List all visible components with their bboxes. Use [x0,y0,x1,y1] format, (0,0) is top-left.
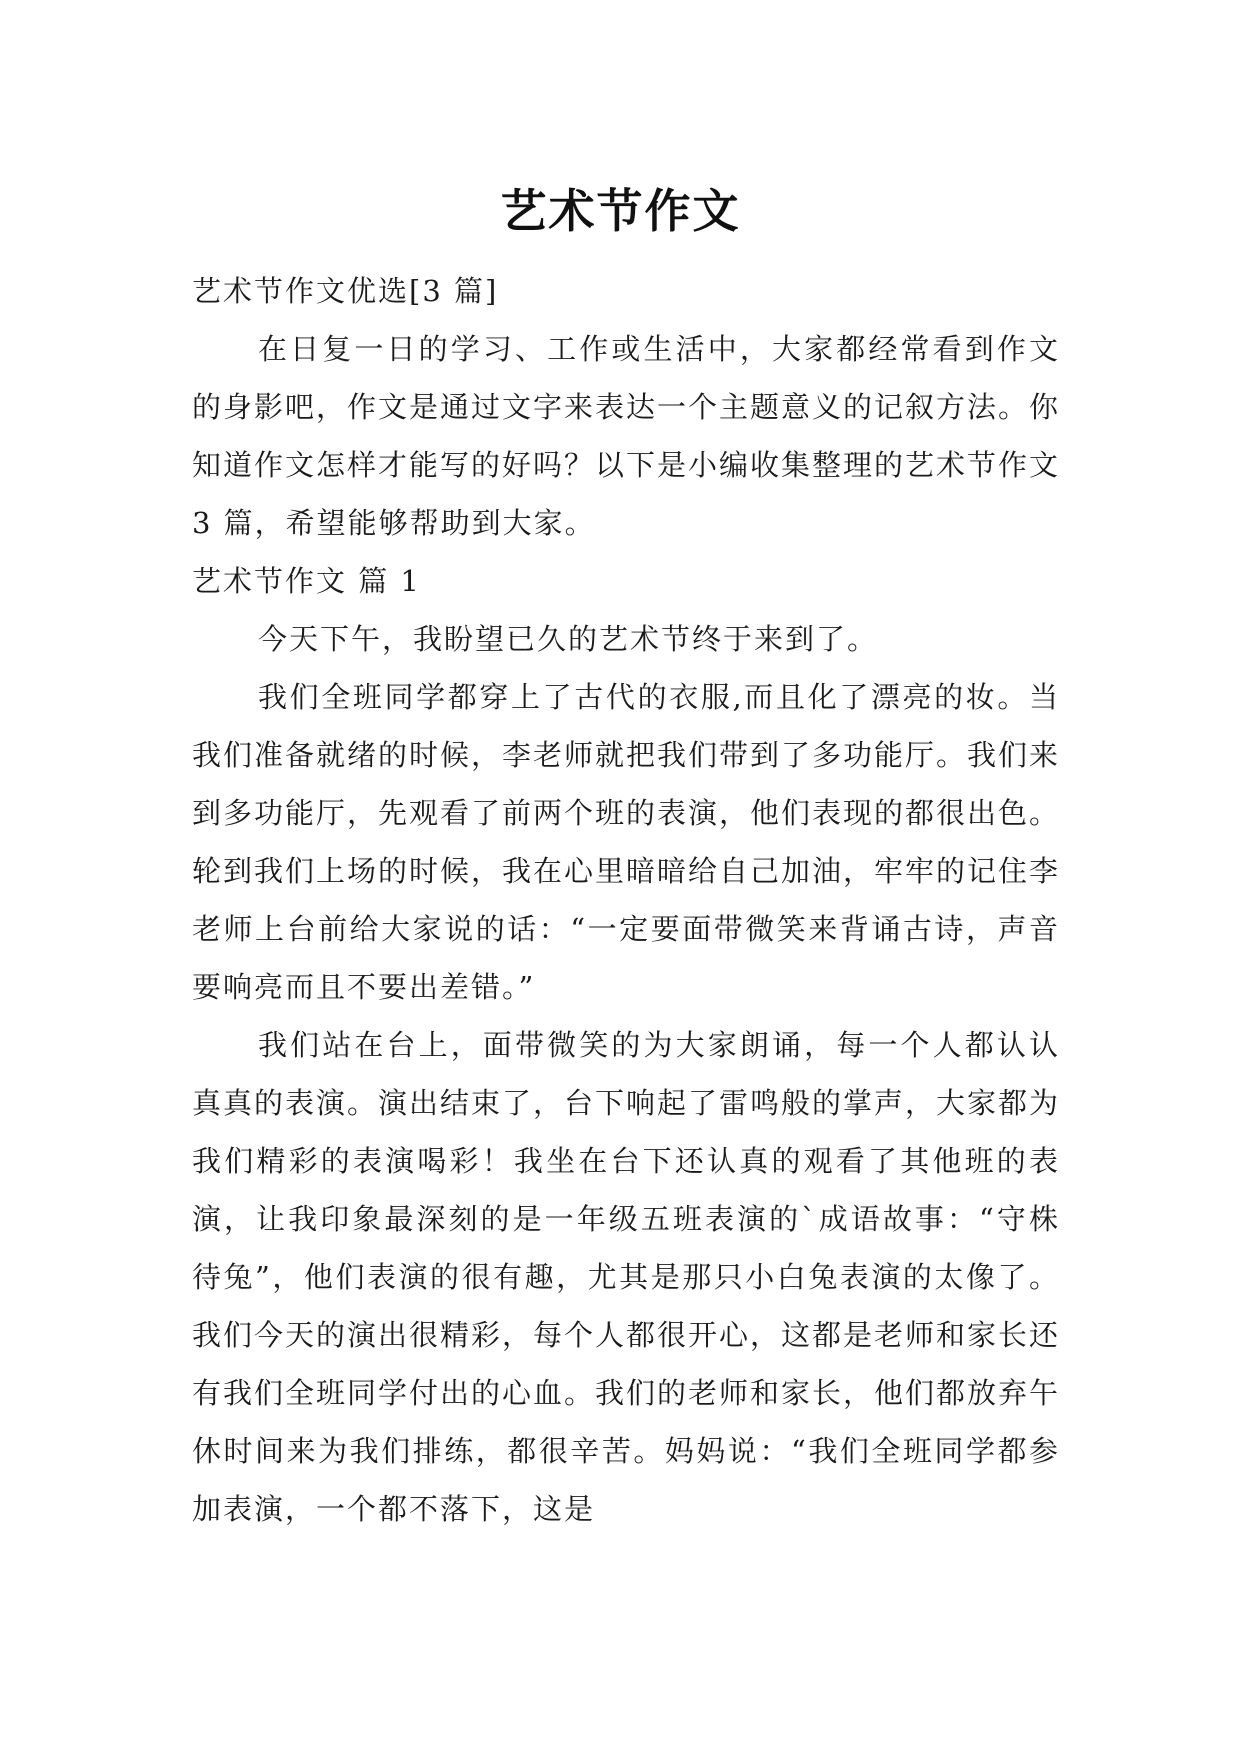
body-paragraph: 我们站在台上，面带微笑的为大家朗诵，每一个人都认认真真的表演。演出结束了，台下响起了雷鸣般的掌声，大家都为我们精彩的表演喝彩！我坐在台下还认真的观看了其他班的表演，让我印象最深刻的是一年级五班表演的`成语故事：“守株待兔”，他们表演的很有趣，尤其是那只小白兔表演的太像了。我们今天的演出很精彩，每个人都很开心，这都是老师和家长还有我们全班同学付出的心血。我们的老师和家长，他们都放弃午休时间来为我们排练，都很辛苦。妈妈说：“我们全班同学都参加表演，一个都不落下，这是 [192,1028,1061,1526]
document-title: 艺术节作文 [500,183,741,238]
intro-paragraph: 在日复一日的学习、工作或生活中，大家都经常看到作文的身影吧，作文是通过文字来表达一个主题意义的记叙方法。你知道作文怎样才能写的好吗？以下是小编收集整理的艺术节作文 3 篇，希望能够帮助到大家。 [192,332,1061,540]
document-subtitle: 艺术节作文优选[3 篇] [192,274,499,308]
section-heading: 艺术节作文 篇 1 [192,564,421,598]
body-paragraph: 我们全班同学都穿上了古代的衣服,而且化了漂亮的妆。当我们准备就绪的时候，李老师就把我们带到了多功能厅。我们来到多功能厅，先观看了前两个班的表演，他们表现的都很出色。轮到我们上场的时候，我在心里暗暗给自己加油，牢牢的记住李老师上台前给大家说的话：“一定要面带微笑来背诵古诗，声音要响亮而且不要出差错。” [192,680,1061,1004]
document-body [192,262,1060,1538]
body-paragraph: 今天下午，我盼望已久的艺术节终于来到了。 [258,622,879,656]
